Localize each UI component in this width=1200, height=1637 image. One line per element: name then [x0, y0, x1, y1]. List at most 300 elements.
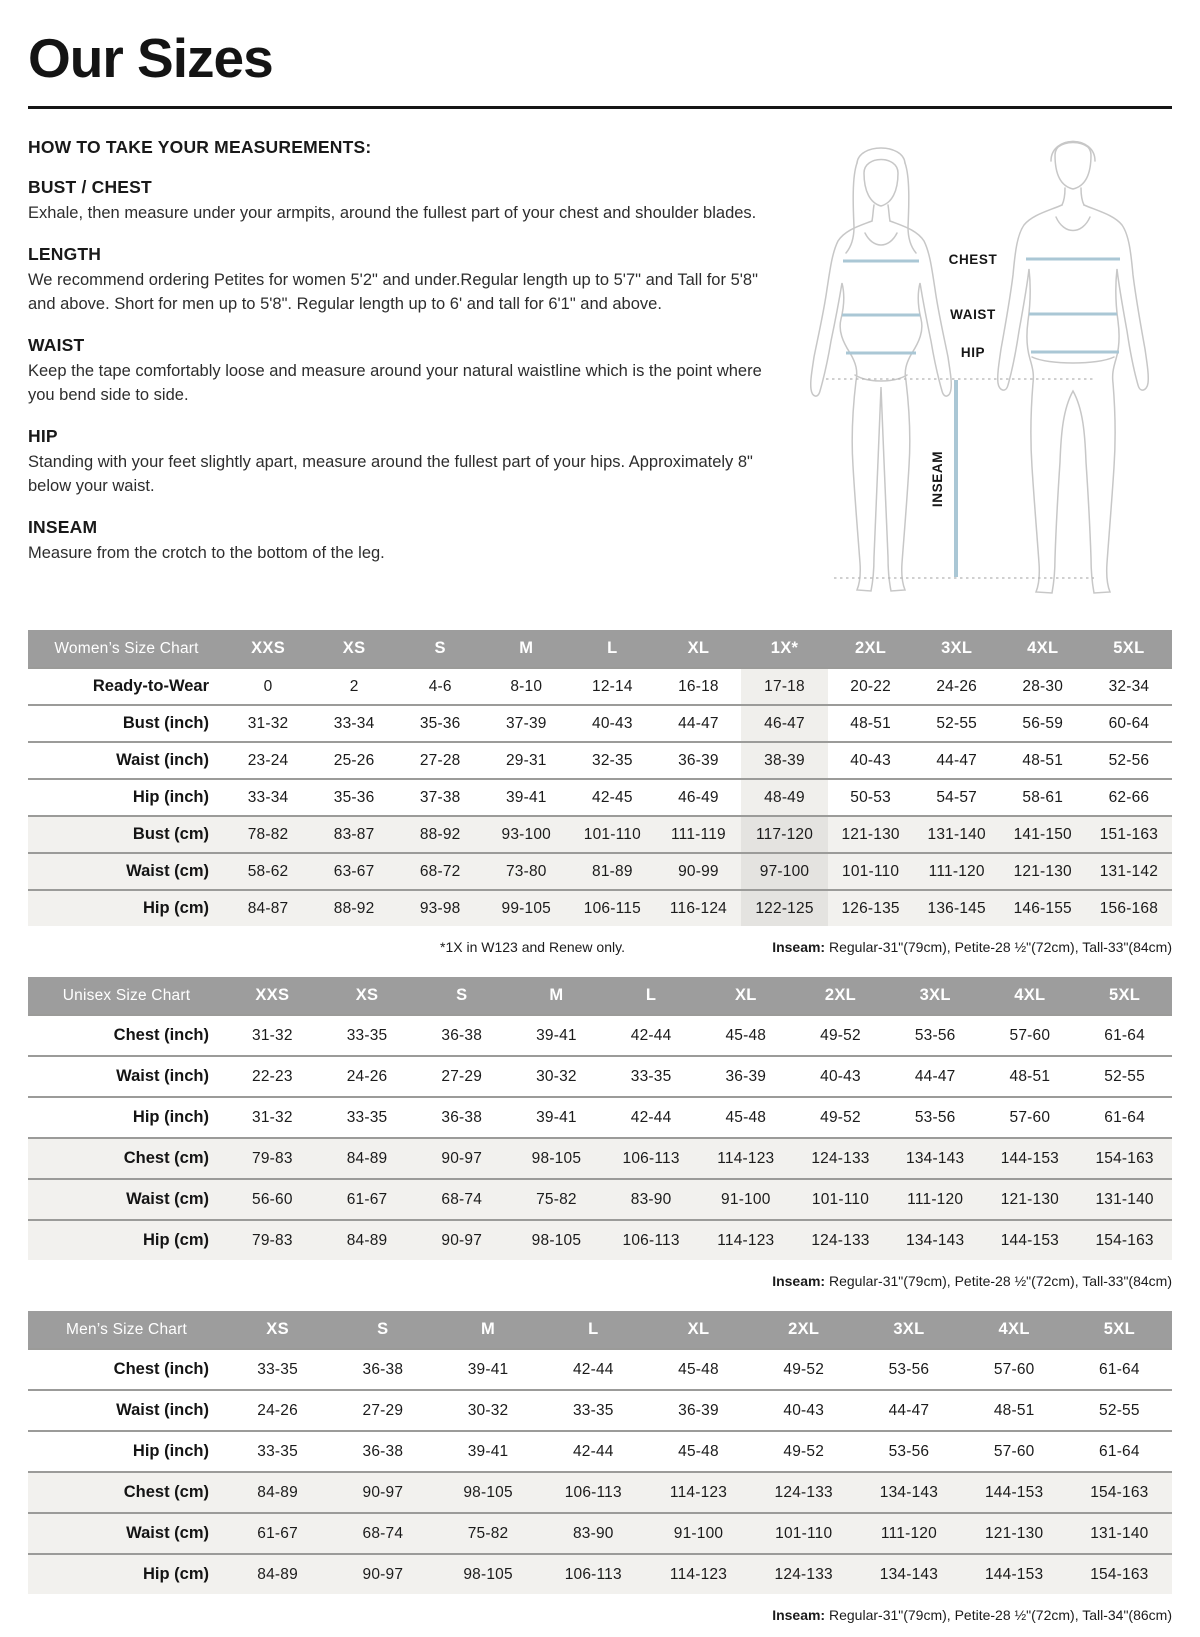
size-value-cell: 90-97 [330, 1554, 435, 1594]
inseam-footnote [772, 1273, 1172, 1289]
size-value-cell: 75-82 [435, 1513, 540, 1554]
size-value-cell: 131-140 [914, 816, 1000, 853]
size-column-header: 5XL [1086, 630, 1172, 668]
size-value-cell: 24-26 [320, 1056, 415, 1097]
size-value-cell: 122-125 [741, 890, 827, 926]
size-value-cell: 156-168 [1086, 890, 1172, 926]
size-value-cell: 24-26 [225, 1390, 330, 1431]
section-title: LENGTH [28, 244, 102, 265]
section-bust-chest [28, 177, 768, 225]
size-value-cell: 73-80 [483, 853, 569, 890]
row-label: Chest (inch) [28, 1349, 225, 1390]
size-value-cell: 111-120 [856, 1513, 961, 1554]
size-value-cell: 42-44 [604, 1097, 699, 1138]
size-value-cell: 40-43 [793, 1056, 888, 1097]
size-value-cell: 101-110 [793, 1179, 888, 1220]
size-value-cell: 81-89 [569, 853, 655, 890]
size-value-cell: 37-38 [397, 779, 483, 816]
row-label: Chest (inch) [28, 1015, 225, 1056]
size-value-cell: 28-30 [1000, 668, 1086, 705]
section-body: Standing with your feet slightly apart, measure around the fullest part of your hips. Approximately 8" below your waist. [28, 453, 753, 495]
table-row [28, 1472, 1172, 1513]
size-value-cell: 37-39 [483, 705, 569, 742]
size-column-header: 5XL [1067, 1311, 1172, 1349]
size-value-cell: 36-38 [414, 1097, 509, 1138]
size-value-cell: 42-44 [604, 1015, 699, 1056]
size-value-cell: 56-60 [225, 1179, 320, 1220]
size-value-cell: 25-26 [311, 742, 397, 779]
size-value-cell: 31-32 [225, 1015, 320, 1056]
row-label: Waist (inch) [28, 1390, 225, 1431]
row-label: Waist (cm) [28, 1179, 225, 1220]
size-column-header: 4XL [983, 977, 1078, 1015]
size-value-cell: 27-29 [330, 1390, 435, 1431]
size-value-cell: 39-41 [435, 1349, 540, 1390]
section-title: HIP [28, 426, 58, 447]
size-value-cell: 131-140 [1067, 1513, 1172, 1554]
size-column-header: L [604, 977, 699, 1015]
size-value-cell: 116-124 [655, 890, 741, 926]
size-value-cell: 111-119 [655, 816, 741, 853]
male-figure [998, 142, 1149, 594]
size-value-cell: 101-110 [569, 816, 655, 853]
size-value-cell: 49-52 [751, 1431, 856, 1472]
size-value-cell: 17-18 [741, 668, 827, 705]
size-column-header: XL [655, 630, 741, 668]
size-column-header: 3XL [914, 630, 1000, 668]
size-value-cell: 33-35 [541, 1390, 646, 1431]
size-value-cell: 32-34 [1086, 668, 1172, 705]
size-column-header: XL [698, 977, 793, 1015]
size-value-cell: 44-47 [856, 1390, 961, 1431]
row-label: Chest (cm) [28, 1472, 225, 1513]
size-value-cell: 61-64 [1067, 1349, 1172, 1390]
size-column-header: XS [311, 630, 397, 668]
size-value-cell: 48-51 [983, 1056, 1078, 1097]
size-value-cell: 134-143 [888, 1220, 983, 1260]
page-title: Our Sizes [28, 27, 273, 89]
size-value-cell: 124-133 [751, 1554, 856, 1594]
size-column-header: XS [225, 1311, 330, 1349]
size-value-cell: 46-49 [655, 779, 741, 816]
size-value-cell: 2 [311, 668, 397, 705]
size-value-cell: 111-120 [888, 1179, 983, 1220]
size-value-cell: 98-105 [435, 1472, 540, 1513]
inseam-footnote-label: Inseam: [772, 1273, 826, 1289]
size-value-cell: 33-35 [320, 1015, 415, 1056]
size-column-header: XS [320, 977, 415, 1015]
table-row [28, 1390, 1172, 1431]
size-value-cell: 36-38 [330, 1431, 435, 1472]
size-value-cell: 131-142 [1086, 853, 1172, 890]
body-measurement-diagram [780, 129, 1172, 608]
size-value-cell: 40-43 [751, 1390, 856, 1431]
size-value-cell: 121-130 [983, 1179, 1078, 1220]
row-label: Hip (cm) [28, 1554, 225, 1594]
size-value-cell: 57-60 [983, 1097, 1078, 1138]
size-value-cell: 31-32 [225, 1097, 320, 1138]
table-row [28, 1349, 1172, 1390]
size-value-cell: 23-24 [225, 742, 311, 779]
size-value-cell: 45-48 [646, 1349, 751, 1390]
size-value-cell: 53-56 [888, 1097, 983, 1138]
size-value-cell: 42-44 [541, 1349, 646, 1390]
size-value-cell: 98-105 [509, 1220, 604, 1260]
section-title: INSEAM [28, 516, 98, 537]
size-value-cell: 90-97 [330, 1472, 435, 1513]
size-value-cell: 36-39 [646, 1390, 751, 1431]
row-label: Hip (cm) [28, 890, 225, 926]
size-value-cell: 144-153 [962, 1472, 1067, 1513]
size-value-cell: 36-38 [414, 1015, 509, 1056]
size-value-cell: 154-163 [1067, 1472, 1172, 1513]
size-value-cell: 48-49 [741, 779, 827, 816]
size-value-cell: 54-57 [914, 779, 1000, 816]
size-value-cell: 146-155 [1000, 890, 1086, 926]
hip-label: HIP [960, 345, 986, 360]
size-value-cell: 61-64 [1077, 1015, 1172, 1056]
size-value-cell: 83-87 [311, 816, 397, 853]
size-value-cell: 52-55 [1067, 1390, 1172, 1431]
size-value-cell: 58-62 [225, 853, 311, 890]
size-value-cell: 39-41 [435, 1431, 540, 1472]
size-value-cell: 0 [225, 668, 311, 705]
size-value-cell: 84-87 [225, 890, 311, 926]
size-value-cell: 48-51 [1000, 742, 1086, 779]
size-value-cell: 121-130 [962, 1513, 1067, 1554]
table-header-row [28, 977, 1172, 1015]
size-value-cell: 98-105 [509, 1138, 604, 1179]
table-row [28, 705, 1172, 742]
size-value-cell: 31-32 [225, 705, 311, 742]
section-body: Exhale, then measure under your armpits, around the fullest part of your chest and shoulder blades. [28, 204, 757, 222]
howto-heading: HOW TO TAKE YOUR MEASUREMENTS: [28, 137, 372, 157]
size-value-cell: 93-98 [397, 890, 483, 926]
size-value-cell: 144-153 [983, 1220, 1078, 1260]
size-value-cell: 111-120 [914, 853, 1000, 890]
size-column-header: 5XL [1077, 977, 1172, 1015]
size-value-cell: 42-44 [541, 1431, 646, 1472]
size-value-cell: 33-35 [225, 1431, 330, 1472]
size-value-cell: 151-163 [1086, 816, 1172, 853]
size-value-cell: 40-43 [569, 705, 655, 742]
size-value-cell: 35-36 [397, 705, 483, 742]
size-value-cell: 124-133 [793, 1138, 888, 1179]
size-value-cell: 154-163 [1077, 1138, 1172, 1179]
mens-chart-footnotes [28, 1607, 1172, 1623]
size-value-cell: 75-82 [509, 1179, 604, 1220]
size-column-header: S [414, 977, 509, 1015]
size-value-cell: 99-105 [483, 890, 569, 926]
mens-size-chart-section [28, 1311, 1172, 1623]
table-title: Unisex Size Chart [28, 977, 225, 1015]
table-header-row [28, 1311, 1172, 1349]
row-label: Waist (inch) [28, 1056, 225, 1097]
size-value-cell: 52-55 [1077, 1056, 1172, 1097]
1x-footnote: *1X in W123 and Renew only. [440, 939, 625, 955]
size-value-cell: 36-38 [330, 1349, 435, 1390]
size-value-cell: 134-143 [888, 1138, 983, 1179]
row-label: Waist (inch) [28, 742, 225, 779]
table-row [28, 853, 1172, 890]
size-value-cell: 53-56 [888, 1015, 983, 1056]
size-value-cell: 88-92 [311, 890, 397, 926]
size-value-cell: 91-100 [698, 1179, 793, 1220]
size-value-cell: 121-130 [1000, 853, 1086, 890]
table-row [28, 816, 1172, 853]
size-value-cell: 44-47 [914, 742, 1000, 779]
table-row [28, 1097, 1172, 1138]
size-value-cell: 117-120 [741, 816, 827, 853]
size-column-header: XXS [225, 630, 311, 668]
size-value-cell: 136-145 [914, 890, 1000, 926]
size-column-header: 1X* [741, 630, 827, 668]
size-value-cell: 48-51 [962, 1390, 1067, 1431]
size-value-cell: 27-28 [397, 742, 483, 779]
size-value-cell: 98-105 [435, 1554, 540, 1594]
size-value-cell: 29-31 [483, 742, 569, 779]
size-column-header: S [397, 630, 483, 668]
size-value-cell: 62-66 [1086, 779, 1172, 816]
size-value-cell: 45-48 [698, 1097, 793, 1138]
size-value-cell: 106-113 [604, 1220, 699, 1260]
size-value-cell: 33-34 [311, 705, 397, 742]
size-value-cell: 91-100 [646, 1513, 751, 1554]
size-value-cell: 97-100 [741, 853, 827, 890]
unisex-size-chart-table [28, 977, 1172, 1260]
table-row [28, 779, 1172, 816]
size-column-header: M [435, 1311, 540, 1349]
size-value-cell: 4-6 [397, 668, 483, 705]
size-value-cell: 90-99 [655, 853, 741, 890]
size-value-cell: 61-67 [225, 1513, 330, 1554]
table-row [28, 1138, 1172, 1179]
size-value-cell: 134-143 [856, 1554, 961, 1594]
size-value-cell: 57-60 [983, 1015, 1078, 1056]
size-value-cell: 114-123 [698, 1138, 793, 1179]
row-label: Hip (inch) [28, 1431, 225, 1472]
size-value-cell: 39-41 [483, 779, 569, 816]
size-column-header: 2XL [751, 1311, 856, 1349]
section-body: Measure from the crotch to the bottom of the leg. [28, 543, 385, 562]
womens-size-chart-table [28, 630, 1172, 926]
size-value-cell: 38-39 [741, 742, 827, 779]
size-value-cell: 36-39 [698, 1056, 793, 1097]
inseam-footnote [772, 939, 1172, 955]
size-value-cell: 58-61 [1000, 779, 1086, 816]
size-value-cell: 33-35 [604, 1056, 699, 1097]
size-column-header: 4XL [1000, 630, 1086, 668]
table-row [28, 1179, 1172, 1220]
size-value-cell: 144-153 [983, 1138, 1078, 1179]
size-value-cell: 56-59 [1000, 705, 1086, 742]
size-value-cell: 30-32 [509, 1056, 604, 1097]
inseam-footnote-text: Regular-31"(79cm), Petite-28 ½"(72cm), Tall-33"(84cm) [825, 939, 1172, 955]
size-value-cell: 68-74 [330, 1513, 435, 1554]
inseam-label: INSEAM [930, 450, 945, 508]
size-value-cell: 121-130 [828, 816, 914, 853]
inseam-footnote-text: Regular-31"(79cm), Petite-28 ½"(72cm), Tall-34"(86cm) [825, 1607, 1172, 1623]
size-value-cell: 45-48 [646, 1431, 751, 1472]
size-value-cell: 57-60 [962, 1431, 1067, 1472]
section-inseam [28, 517, 768, 565]
size-value-cell: 101-110 [751, 1513, 856, 1554]
size-value-cell: 40-43 [828, 742, 914, 779]
size-column-header: 2XL [828, 630, 914, 668]
size-value-cell: 24-26 [914, 668, 1000, 705]
size-value-cell: 154-163 [1077, 1220, 1172, 1260]
size-value-cell: 90-97 [414, 1220, 509, 1260]
size-value-cell: 44-47 [655, 705, 741, 742]
size-value-cell: 141-150 [1000, 816, 1086, 853]
size-value-cell: 8-10 [483, 668, 569, 705]
table-row [28, 742, 1172, 779]
size-value-cell: 20-22 [828, 668, 914, 705]
size-value-cell: 101-110 [828, 853, 914, 890]
size-value-cell: 63-67 [311, 853, 397, 890]
size-value-cell: 144-153 [962, 1554, 1067, 1594]
size-value-cell: 50-53 [828, 779, 914, 816]
size-column-header: M [483, 630, 569, 668]
size-value-cell: 33-35 [225, 1349, 330, 1390]
size-column-header: XXS [225, 977, 320, 1015]
size-value-cell: 16-18 [655, 668, 741, 705]
size-value-cell: 124-133 [751, 1472, 856, 1513]
row-label: Waist (cm) [28, 1513, 225, 1554]
size-value-cell: 83-90 [604, 1179, 699, 1220]
size-value-cell: 44-47 [888, 1056, 983, 1097]
size-value-cell: 52-56 [1086, 742, 1172, 779]
size-column-header: S [330, 1311, 435, 1349]
unisex-size-chart-section [28, 977, 1172, 1289]
size-value-cell: 45-48 [698, 1015, 793, 1056]
section-length [28, 244, 768, 316]
size-value-cell: 48-51 [828, 705, 914, 742]
chest-label: CHEST [948, 252, 998, 267]
size-value-cell: 36-39 [655, 742, 741, 779]
size-value-cell: 68-72 [397, 853, 483, 890]
size-value-cell: 114-123 [698, 1220, 793, 1260]
figures-illustration [780, 129, 1172, 603]
section-waist [28, 335, 768, 407]
row-label: Hip (inch) [28, 779, 225, 816]
table-row [28, 1220, 1172, 1260]
size-value-cell: 68-74 [414, 1179, 509, 1220]
size-value-cell: 12-14 [569, 668, 655, 705]
size-column-header: 2XL [793, 977, 888, 1015]
inseam-footnote [772, 1607, 1172, 1623]
title-divider [28, 106, 1172, 109]
womens-chart-footnotes [28, 939, 1172, 955]
row-label: Waist (cm) [28, 853, 225, 890]
size-value-cell: 52-55 [914, 705, 1000, 742]
waist-label: WAIST [950, 307, 996, 322]
section-hip [28, 426, 768, 498]
section-title: WAIST [28, 335, 85, 356]
size-value-cell: 35-36 [311, 779, 397, 816]
size-column-header: 3XL [888, 977, 983, 1015]
size-value-cell: 79-83 [225, 1220, 320, 1260]
size-value-cell: 114-123 [646, 1472, 751, 1513]
size-value-cell: 126-135 [828, 890, 914, 926]
table-row [28, 668, 1172, 705]
size-value-cell: 124-133 [793, 1220, 888, 1260]
size-value-cell: 60-64 [1086, 705, 1172, 742]
size-value-cell: 53-56 [856, 1431, 961, 1472]
unisex-chart-footnotes [28, 1273, 1172, 1289]
size-value-cell: 33-35 [320, 1097, 415, 1138]
table-row [28, 1431, 1172, 1472]
size-value-cell: 106-113 [541, 1472, 646, 1513]
size-value-cell: 39-41 [509, 1097, 604, 1138]
size-value-cell: 39-41 [509, 1015, 604, 1056]
size-column-header: L [569, 630, 655, 668]
size-value-cell: 90-97 [414, 1138, 509, 1179]
section-body: Keep the tape comfortably loose and measure around your natural waistline which is the point where you bend side to side. [28, 362, 762, 404]
row-label: Ready-to-Wear [28, 668, 225, 705]
size-column-header: L [541, 1311, 646, 1349]
size-value-cell: 61-64 [1067, 1431, 1172, 1472]
size-value-cell: 114-123 [646, 1554, 751, 1594]
inseam-footnote-text: Regular-31"(79cm), Petite-28 ½"(72cm), Tall-33"(84cm) [825, 1273, 1172, 1289]
row-label: Hip (inch) [28, 1097, 225, 1138]
size-value-cell: 84-89 [320, 1138, 415, 1179]
size-value-cell: 33-34 [225, 779, 311, 816]
size-column-header: 4XL [962, 1311, 1067, 1349]
size-value-cell: 79-83 [225, 1138, 320, 1179]
size-value-cell: 106-113 [541, 1554, 646, 1594]
instructions-column [28, 133, 768, 608]
table-row [28, 890, 1172, 926]
size-value-cell: 49-52 [751, 1349, 856, 1390]
table-row [28, 1015, 1172, 1056]
row-label: Chest (cm) [28, 1138, 225, 1179]
size-value-cell: 106-115 [569, 890, 655, 926]
size-value-cell: 131-140 [1077, 1179, 1172, 1220]
measurement-content [28, 133, 1172, 608]
size-value-cell: 93-100 [483, 816, 569, 853]
row-label: Hip (cm) [28, 1220, 225, 1260]
table-title: Men’s Size Chart [28, 1311, 225, 1349]
row-label: Bust (cm) [28, 816, 225, 853]
size-value-cell: 106-113 [604, 1138, 699, 1179]
size-value-cell: 61-67 [320, 1179, 415, 1220]
size-column-header: 3XL [856, 1311, 961, 1349]
size-value-cell: 32-35 [569, 742, 655, 779]
section-title: BUST / CHEST [28, 177, 152, 197]
table-header-row [28, 630, 1172, 668]
size-value-cell: 84-89 [225, 1554, 330, 1594]
mens-size-chart-table [28, 1311, 1172, 1594]
female-figure [811, 148, 952, 591]
size-value-cell: 49-52 [793, 1015, 888, 1056]
size-value-cell: 27-29 [414, 1056, 509, 1097]
size-value-cell: 84-89 [225, 1472, 330, 1513]
inseam-footnote-label: Inseam: [772, 1607, 826, 1623]
table-row [28, 1513, 1172, 1554]
size-value-cell: 83-90 [541, 1513, 646, 1554]
table-title: Women’s Size Chart [28, 630, 225, 668]
size-value-cell: 22-23 [225, 1056, 320, 1097]
section-body: We recommend ordering Petites for women 5'2" and under.Regular length up to 5'7" and Tall for 5'8" and above. Short for men up to 5'8". Regular length up to 6' and tall for 6'1" and above. [28, 271, 758, 313]
size-value-cell: 46-47 [741, 705, 827, 742]
size-value-cell: 84-89 [320, 1220, 415, 1260]
size-value-cell: 57-60 [962, 1349, 1067, 1390]
size-value-cell: 49-52 [793, 1097, 888, 1138]
size-value-cell: 42-45 [569, 779, 655, 816]
size-value-cell: 88-92 [397, 816, 483, 853]
size-column-header: XL [646, 1311, 751, 1349]
